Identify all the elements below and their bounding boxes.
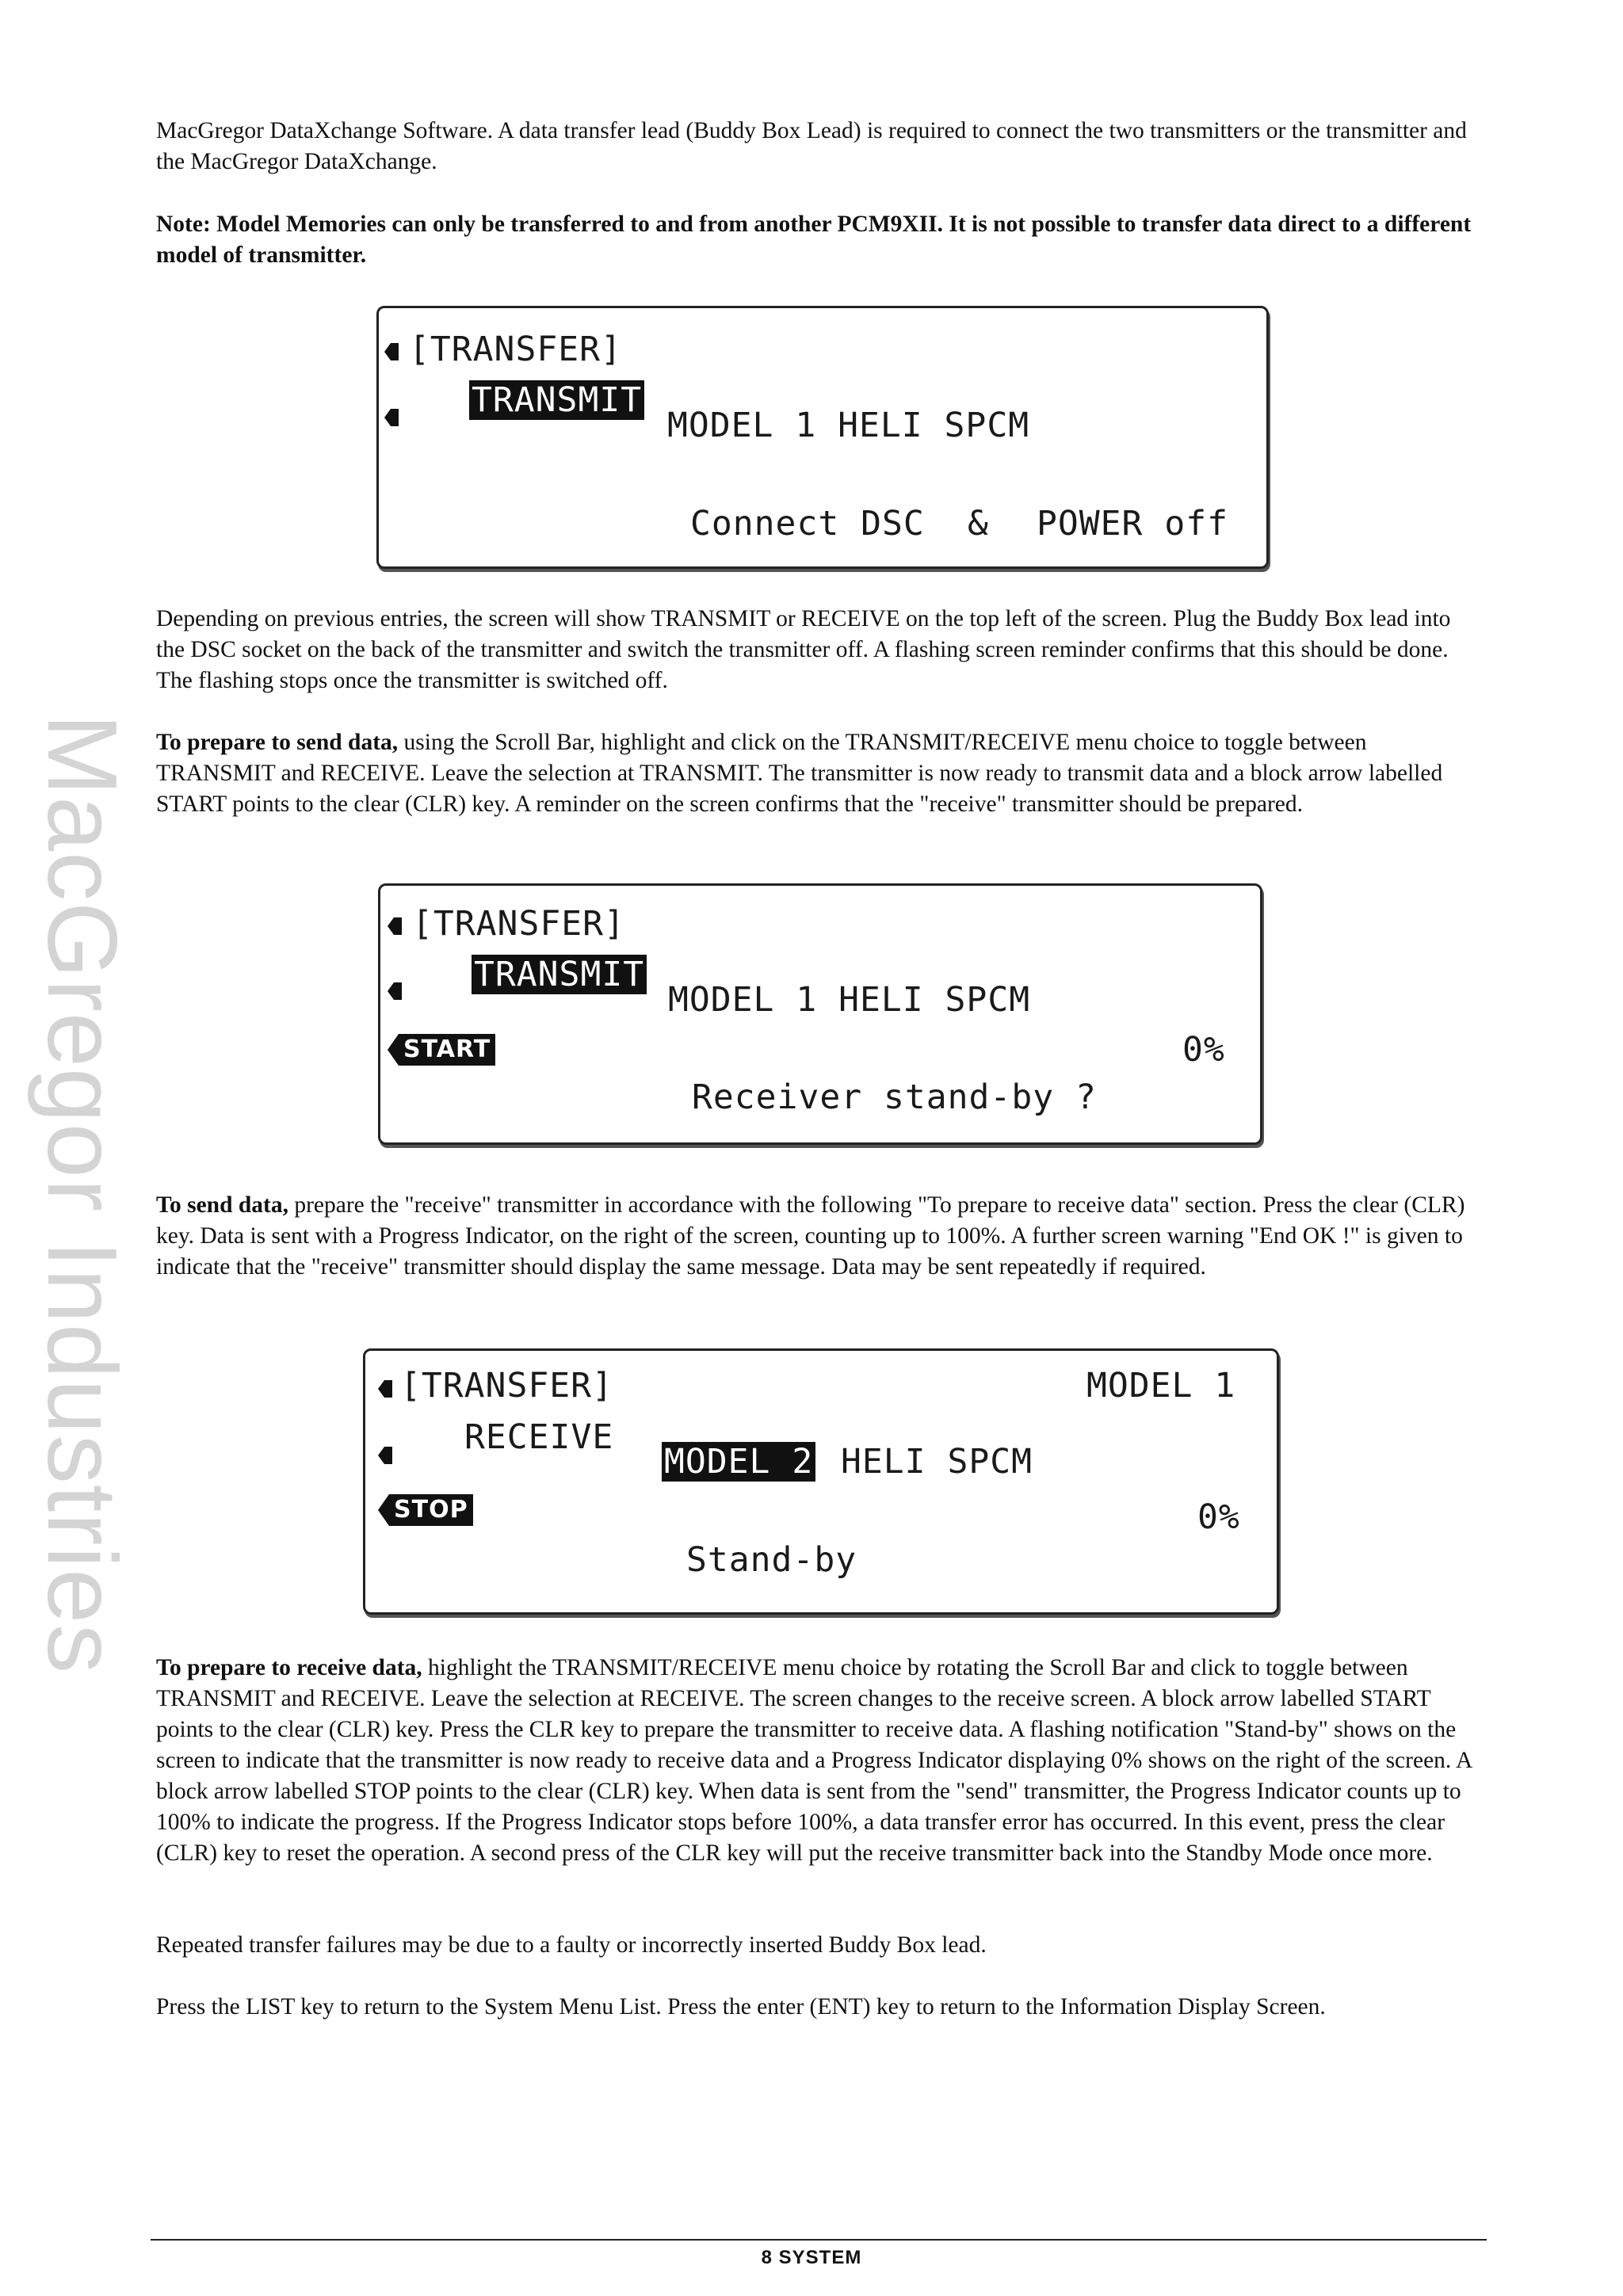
paragraph-send-data-body: prepare the "receive" transmitter in accordance with the following "To prepare to receive data" section. Press the clear (CLR) key. Data is sent with a Progress Indicator, on the right of the screen, counting up to 100%. A further screen warning "End OK !" is given to indicate that the "receive" transmitter should display the same message. Data may be sent repeatedly if required. [156, 1192, 1465, 1280]
arrow-left-icon [378, 1494, 389, 1526]
lcd-title: [TRANSFER] [400, 1366, 613, 1405]
paragraph-prepare-send-lead: To prepare to send data, [156, 730, 399, 755]
mode-transmit-highlight: TRANSMIT [469, 380, 644, 420]
model-selected-highlight: MODEL 2 [662, 1442, 815, 1482]
lcd-model-rest: HELI SPCM [841, 1442, 1033, 1482]
paragraph-prepare-send-body: using the Scroll Bar, highlight and click on the TRANSMIT/RECEIVE menu choice to toggle between TRANSMIT and RECEIVE. Leave the selection at TRANSMIT. The transmitter is now ready to transmit data and a block arrow labelled START points to the clear (CLR) key. A reminder on the screen confirms that the "receive" transmitter should be prepared. [156, 730, 1443, 817]
lcd-message-power: POWER off [1037, 504, 1228, 543]
mode-receive: RECEIVE [464, 1417, 614, 1457]
lcd-title: [TRANSFER] [412, 904, 625, 944]
lcd-message-connect: Connect DSC [690, 504, 925, 543]
stop-arrow-label: STOP [389, 1494, 473, 1526]
watermark-text: MacGregor Industries [27, 713, 136, 1675]
paragraph-prepare-receive-body: highlight the TRANSMIT/RECEIVE menu choice by rotating the Scroll Bar and click to toggle between TRANSMIT and RECEIVE. Leave the selection at RECEIVE. The screen changes to the receive screen. A block arrow labelled START points to the clear (CLR) key. Press the CLR key to prepare the transmitter to receive data. A flashing notification "Stand-by" shows on the screen to indicate that the transmitter is now ready to receive data and a Progress Indicator displaying 0% shows on the right of the screen. A block arrow labelled STOP points to the clear (CLR) key. When data is sent from the "send" transmitter, the Progress Indicator counts up to 100% to indicate the progress. If the Progress Indicator stops before 100%, a data transfer error has occurred. In this event, press the clear (CLR) key to reset the operation. A second press of the CLR key will put the receive transmitter back into the Standby Mode once more. [156, 1655, 1472, 1866]
stop-arrow [378, 1494, 473, 1526]
lcd-model-top: MODEL 1 [1086, 1366, 1236, 1405]
paragraph-depending: Depending on previous entries, the screen will show TRANSMIT or RECEIVE on the top left of the screen. Plug the Buddy Box lead into the DSC socket on the back of the transmitter and switch the transmitter off. A flashing screen reminder confirms that this should be done. The flashing stops once the transmitter is switched off. [156, 606, 1451, 693]
start-arrow-label: START [399, 1034, 495, 1066]
paragraph-send-data [156, 1190, 1484, 1283]
scroll-marker-icon [378, 1444, 394, 1467]
progress-indicator: 0% [1197, 1497, 1240, 1537]
scroll-marker-icon [388, 979, 403, 1003]
paragraph-intro: MacGregor DataXchange Software. A data transfer lead (Buddy Box Lead) is required to connect the two transmitters or the transmitter and the MacGregor DataXchange. [156, 118, 1467, 174]
page-footer: 8 SYSTEM [761, 2247, 862, 2268]
progress-indicator: 0% [1182, 1030, 1225, 1070]
start-arrow [388, 1034, 495, 1066]
lcd-screen-receive [363, 1348, 1279, 1615]
scroll-marker-icon [384, 406, 400, 429]
paragraph-prepare-receive [156, 1653, 1484, 1869]
lcd-screen-transmit-start [378, 883, 1262, 1145]
lcd-screen-transmit-connect [376, 306, 1269, 569]
lcd-model-line: MODEL 1 HELI SPCM [667, 406, 1030, 445]
paragraph-prepare-send [156, 727, 1484, 820]
lcd-message-amp: & [968, 504, 989, 543]
paragraph-failures: Repeated transfer failures may be due to a faulty or incorrectly inserted Buddy Box lead. [156, 1932, 987, 1958]
paragraph-prepare-receive-lead: To prepare to receive data, [156, 1655, 422, 1680]
lcd-message: Receiver stand-by ? [692, 1077, 1097, 1117]
paragraph-list-key: Press the LIST key to return to the System Menu List. Press the enter (ENT) key to return to the Information Display Screen. [156, 1994, 1326, 2019]
lcd-title: [TRANSFER] [409, 330, 622, 369]
paragraph-note: Note: Model Memories can only be transferred to and from another PCM9XII. It is not possible to transfer data direct to a different model of transmitter. [156, 212, 1472, 268]
arrow-left-icon [388, 1034, 399, 1066]
scroll-marker-icon [384, 340, 400, 364]
mode-transmit-highlight: TRANSMIT [472, 955, 647, 994]
lcd-message: Stand-by [686, 1540, 857, 1580]
lcd-model-line: MODEL 1 HELI SPCM [668, 980, 1031, 1020]
scroll-marker-icon [388, 914, 403, 938]
paragraph-send-data-lead: To send data, [156, 1192, 288, 1218]
watermark [27, 667, 136, 1721]
footer-rule [151, 2239, 1487, 2241]
scroll-marker-icon [378, 1377, 394, 1401]
